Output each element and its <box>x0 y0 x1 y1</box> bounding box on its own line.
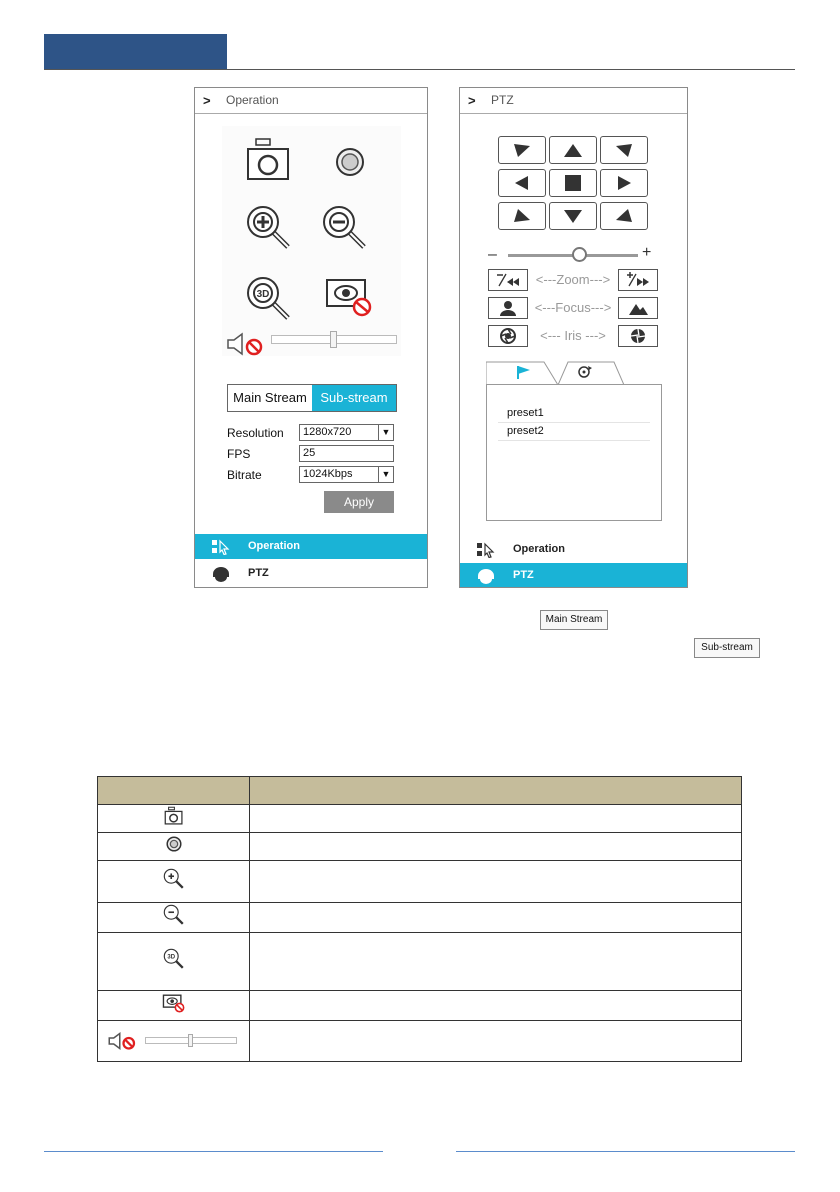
ptz-up-left-button[interactable] <box>498 136 546 164</box>
table-cell <box>250 903 742 933</box>
nav-operation[interactable] <box>195 534 427 559</box>
iris-open-button[interactable] <box>618 325 658 347</box>
nav-operation-label: Operation <box>513 543 565 555</box>
aperture-closed-icon <box>489 326 527 346</box>
table-cell <box>250 805 742 833</box>
zoom-label: <---Zoom---> <box>535 272 611 287</box>
sub-stream-inline-button: Sub-stream <box>694 638 760 658</box>
preset-tab-bar <box>486 360 624 386</box>
zoom-in-icon[interactable] <box>243 202 295 254</box>
list-item[interactable]: preset2 <box>498 423 650 441</box>
svg-text:3D: 3D <box>256 289 270 300</box>
table-row <box>98 1021 742 1062</box>
focus-near-button[interactable] <box>488 297 528 319</box>
nav-operation-label: Operation <box>248 540 300 552</box>
main-stream-tab[interactable]: Main Stream <box>228 385 312 411</box>
table-cell <box>98 903 250 933</box>
table-cell <box>98 861 250 903</box>
volume-slider <box>145 1037 237 1044</box>
chevron-right-icon: > <box>203 93 211 108</box>
preset-list <box>486 384 662 521</box>
focus-row <box>488 297 658 319</box>
ptz-speed-slider-handle[interactable] <box>572 247 587 262</box>
volume-slider-handle <box>188 1034 193 1047</box>
privacy-mask-icon[interactable] <box>324 273 376 325</box>
cruise-tab[interactable] <box>575 364 593 380</box>
iris-label: <--- Iris ---> <box>540 328 606 343</box>
table-row <box>98 991 742 1021</box>
fps-value: 25 <box>303 447 316 459</box>
table-cell <box>250 833 742 861</box>
speed-plus-icon[interactable]: + <box>642 244 652 261</box>
table-header-cell <box>98 777 250 805</box>
table-cell <box>98 833 250 861</box>
ptz-panel <box>459 87 688 588</box>
table-header-cell <box>250 777 742 805</box>
bitrate-value: 1024Kbps <box>303 468 353 480</box>
table-row <box>98 861 742 903</box>
ptz-right-button[interactable] <box>600 169 648 197</box>
3d-zoom-icon <box>162 947 186 971</box>
resolution-label: Resolution <box>227 426 284 440</box>
zoom-out-arrows-icon <box>489 270 527 290</box>
ptz-down-left-button[interactable] <box>498 202 546 230</box>
bitrate-select[interactable] <box>299 466 394 483</box>
zoom-out-button[interactable] <box>488 269 528 291</box>
bitrate-label: Bitrate <box>227 468 262 482</box>
dome-camera-icon <box>211 566 231 582</box>
iris-close-button[interactable] <box>488 325 528 347</box>
snapshot-icon[interactable] <box>243 136 295 188</box>
nav-ptz[interactable] <box>195 561 427 586</box>
volume-slider-handle[interactable] <box>330 331 337 348</box>
nav-operation[interactable] <box>460 537 687 562</box>
chevron-down-icon: ▼ <box>378 467 393 482</box>
nav-ptz-label: PTZ <box>248 567 269 579</box>
snapshot-icon <box>163 806 185 826</box>
table-cell <box>250 1021 742 1062</box>
dome-camera-icon <box>476 568 496 584</box>
resolution-select[interactable] <box>299 424 394 441</box>
ptz-panel-header[interactable] <box>460 88 687 114</box>
operation-panel <box>194 87 428 588</box>
ptz-down-button[interactable] <box>549 202 597 230</box>
cruise-icon <box>575 364 593 380</box>
ptz-down-right-button[interactable] <box>600 202 648 230</box>
zoom-in-icon <box>162 867 186 891</box>
record-icon[interactable] <box>324 136 376 188</box>
table-row <box>98 903 742 933</box>
3d-zoom-icon[interactable] <box>243 273 295 325</box>
iris-row <box>488 325 658 347</box>
speaker-muted-icon[interactable] <box>226 332 272 356</box>
list-item[interactable]: preset1 <box>498 405 650 423</box>
zoom-in-arrows-icon <box>619 270 657 290</box>
ptz-left-button[interactable] <box>498 169 546 197</box>
chapter-header-tab <box>44 34 227 69</box>
table-cell <box>98 933 250 991</box>
apply-button[interactable]: Apply <box>324 491 394 513</box>
zoom-in-button[interactable] <box>618 269 658 291</box>
record-icon <box>166 836 182 852</box>
speed-minus-icon[interactable]: – <box>488 246 497 263</box>
ptz-up-right-button[interactable] <box>600 136 648 164</box>
nav-ptz-label: PTZ <box>513 569 534 581</box>
stream-tabs <box>227 384 397 412</box>
person-icon <box>489 298 527 318</box>
operation-icon <box>211 539 231 555</box>
speaker-muted-icon <box>107 1032 143 1050</box>
header-rule <box>44 69 795 70</box>
zoom-out-icon <box>162 903 186 927</box>
chevron-down-icon: ▼ <box>378 425 393 440</box>
preset-flag-tab[interactable] <box>515 364 533 380</box>
focus-label: <---Focus---> <box>534 300 612 315</box>
chevron-right-icon: > <box>468 93 476 108</box>
focus-far-button[interactable] <box>618 297 658 319</box>
zoom-row <box>488 269 658 291</box>
table-row <box>98 805 742 833</box>
icon-description-table <box>97 776 742 1062</box>
sub-stream-tab[interactable]: Sub-stream <box>312 385 396 411</box>
privacy-mask-icon <box>162 992 186 1014</box>
table-row <box>98 833 742 861</box>
operation-panel-header[interactable] <box>195 88 427 114</box>
fps-label: FPS <box>227 447 251 461</box>
mountain-icon <box>619 298 657 318</box>
operation-panel-title: Operation <box>226 93 279 107</box>
footer-rule-left <box>44 1151 383 1152</box>
svg-text:3D: 3D <box>166 954 175 961</box>
table-cell <box>98 805 250 833</box>
aperture-open-icon <box>619 326 657 346</box>
table-header-row <box>98 777 742 805</box>
ptz-panel-title: PTZ <box>491 93 514 107</box>
main-stream-inline-button: Main Stream <box>540 610 608 630</box>
ptz-stop-button[interactable] <box>549 169 597 197</box>
resolution-value: 1280x720 <box>303 426 352 438</box>
footer-rule-right <box>456 1151 795 1152</box>
zoom-out-icon[interactable] <box>319 202 371 254</box>
operation-icon <box>476 542 496 558</box>
table-row <box>98 933 742 991</box>
table-cell <box>250 991 742 1021</box>
table-cell <box>250 933 742 991</box>
table-cell <box>98 1021 250 1062</box>
operation-icon-grid <box>222 126 401 356</box>
flag-icon <box>515 364 533 380</box>
table-cell <box>250 861 742 903</box>
ptz-up-button[interactable] <box>549 136 597 164</box>
table-cell <box>98 991 250 1021</box>
volume-slider[interactable] <box>271 335 397 344</box>
nav-ptz[interactable] <box>460 563 687 588</box>
audio-volume-preview <box>107 1032 241 1050</box>
fps-input[interactable] <box>299 445 394 462</box>
